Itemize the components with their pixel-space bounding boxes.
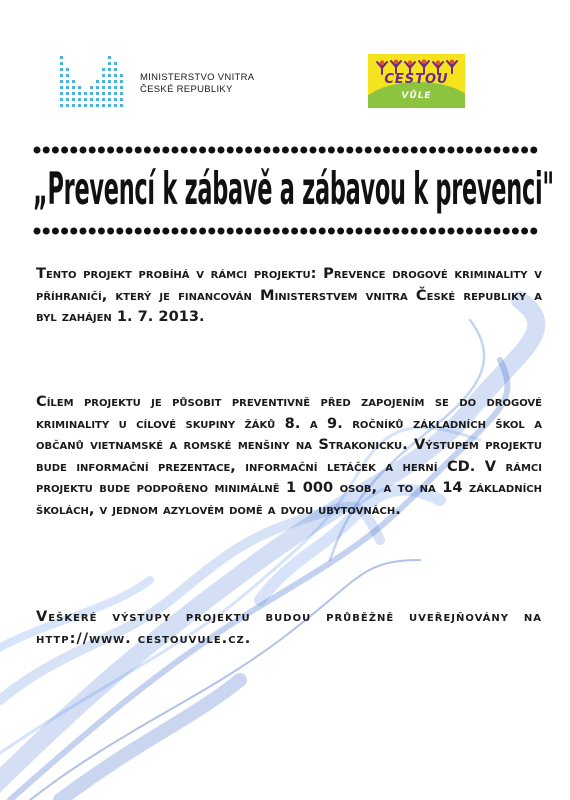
ministry-name [140, 72, 254, 96]
paragraph-project-outputs: Veškeré výstupy projektu budou průběžně uveřejňovány na http://www. cestouvule.cz. [36, 608, 542, 647]
dotted-divider-bottom [33, 227, 541, 235]
logo-word-vule: VŮLE [401, 91, 432, 101]
logo-word-cestou: CESTOU [384, 72, 449, 87]
ministry-bars-icon [60, 56, 130, 108]
headline-text: „Prevencí k zábavě a zábavou k prevenci" [33, 162, 554, 215]
headline [33, 162, 554, 222]
paragraph-project-intro: Tento projekt probíhá v rámci projektu: Prevence drogové kriminality v příhraničí, který je financován Ministerstvem vnitra České republiky a byl zahájen 1. 7. 2013. [36, 265, 542, 325]
paragraph-project-goal: Cílem projektu je působit preventivně před zapojením se do drogové kriminality u cílové skupiny žáků 8. a 9. ročníků základních škol a občanů vietnamské a romské menšiny na Strakonicku. Výstupem projektu bude informační prezentace, informační letáček a herní CD. V rámci projektu bude podpořeno minimálně 1 000 osob, a to na 14 základních školách, v jednom azylovém domě a dvou ubytovnách. [36, 393, 542, 518]
ministry-name-line1: MINISTERSTVO VNITRA [140, 72, 255, 83]
cestou-vule-logo [368, 54, 465, 108]
ministry-name-line2: ČESKÉ REPUBLIKY [140, 84, 233, 95]
dotted-divider-top [33, 146, 541, 154]
ministry-logo [60, 52, 260, 108]
